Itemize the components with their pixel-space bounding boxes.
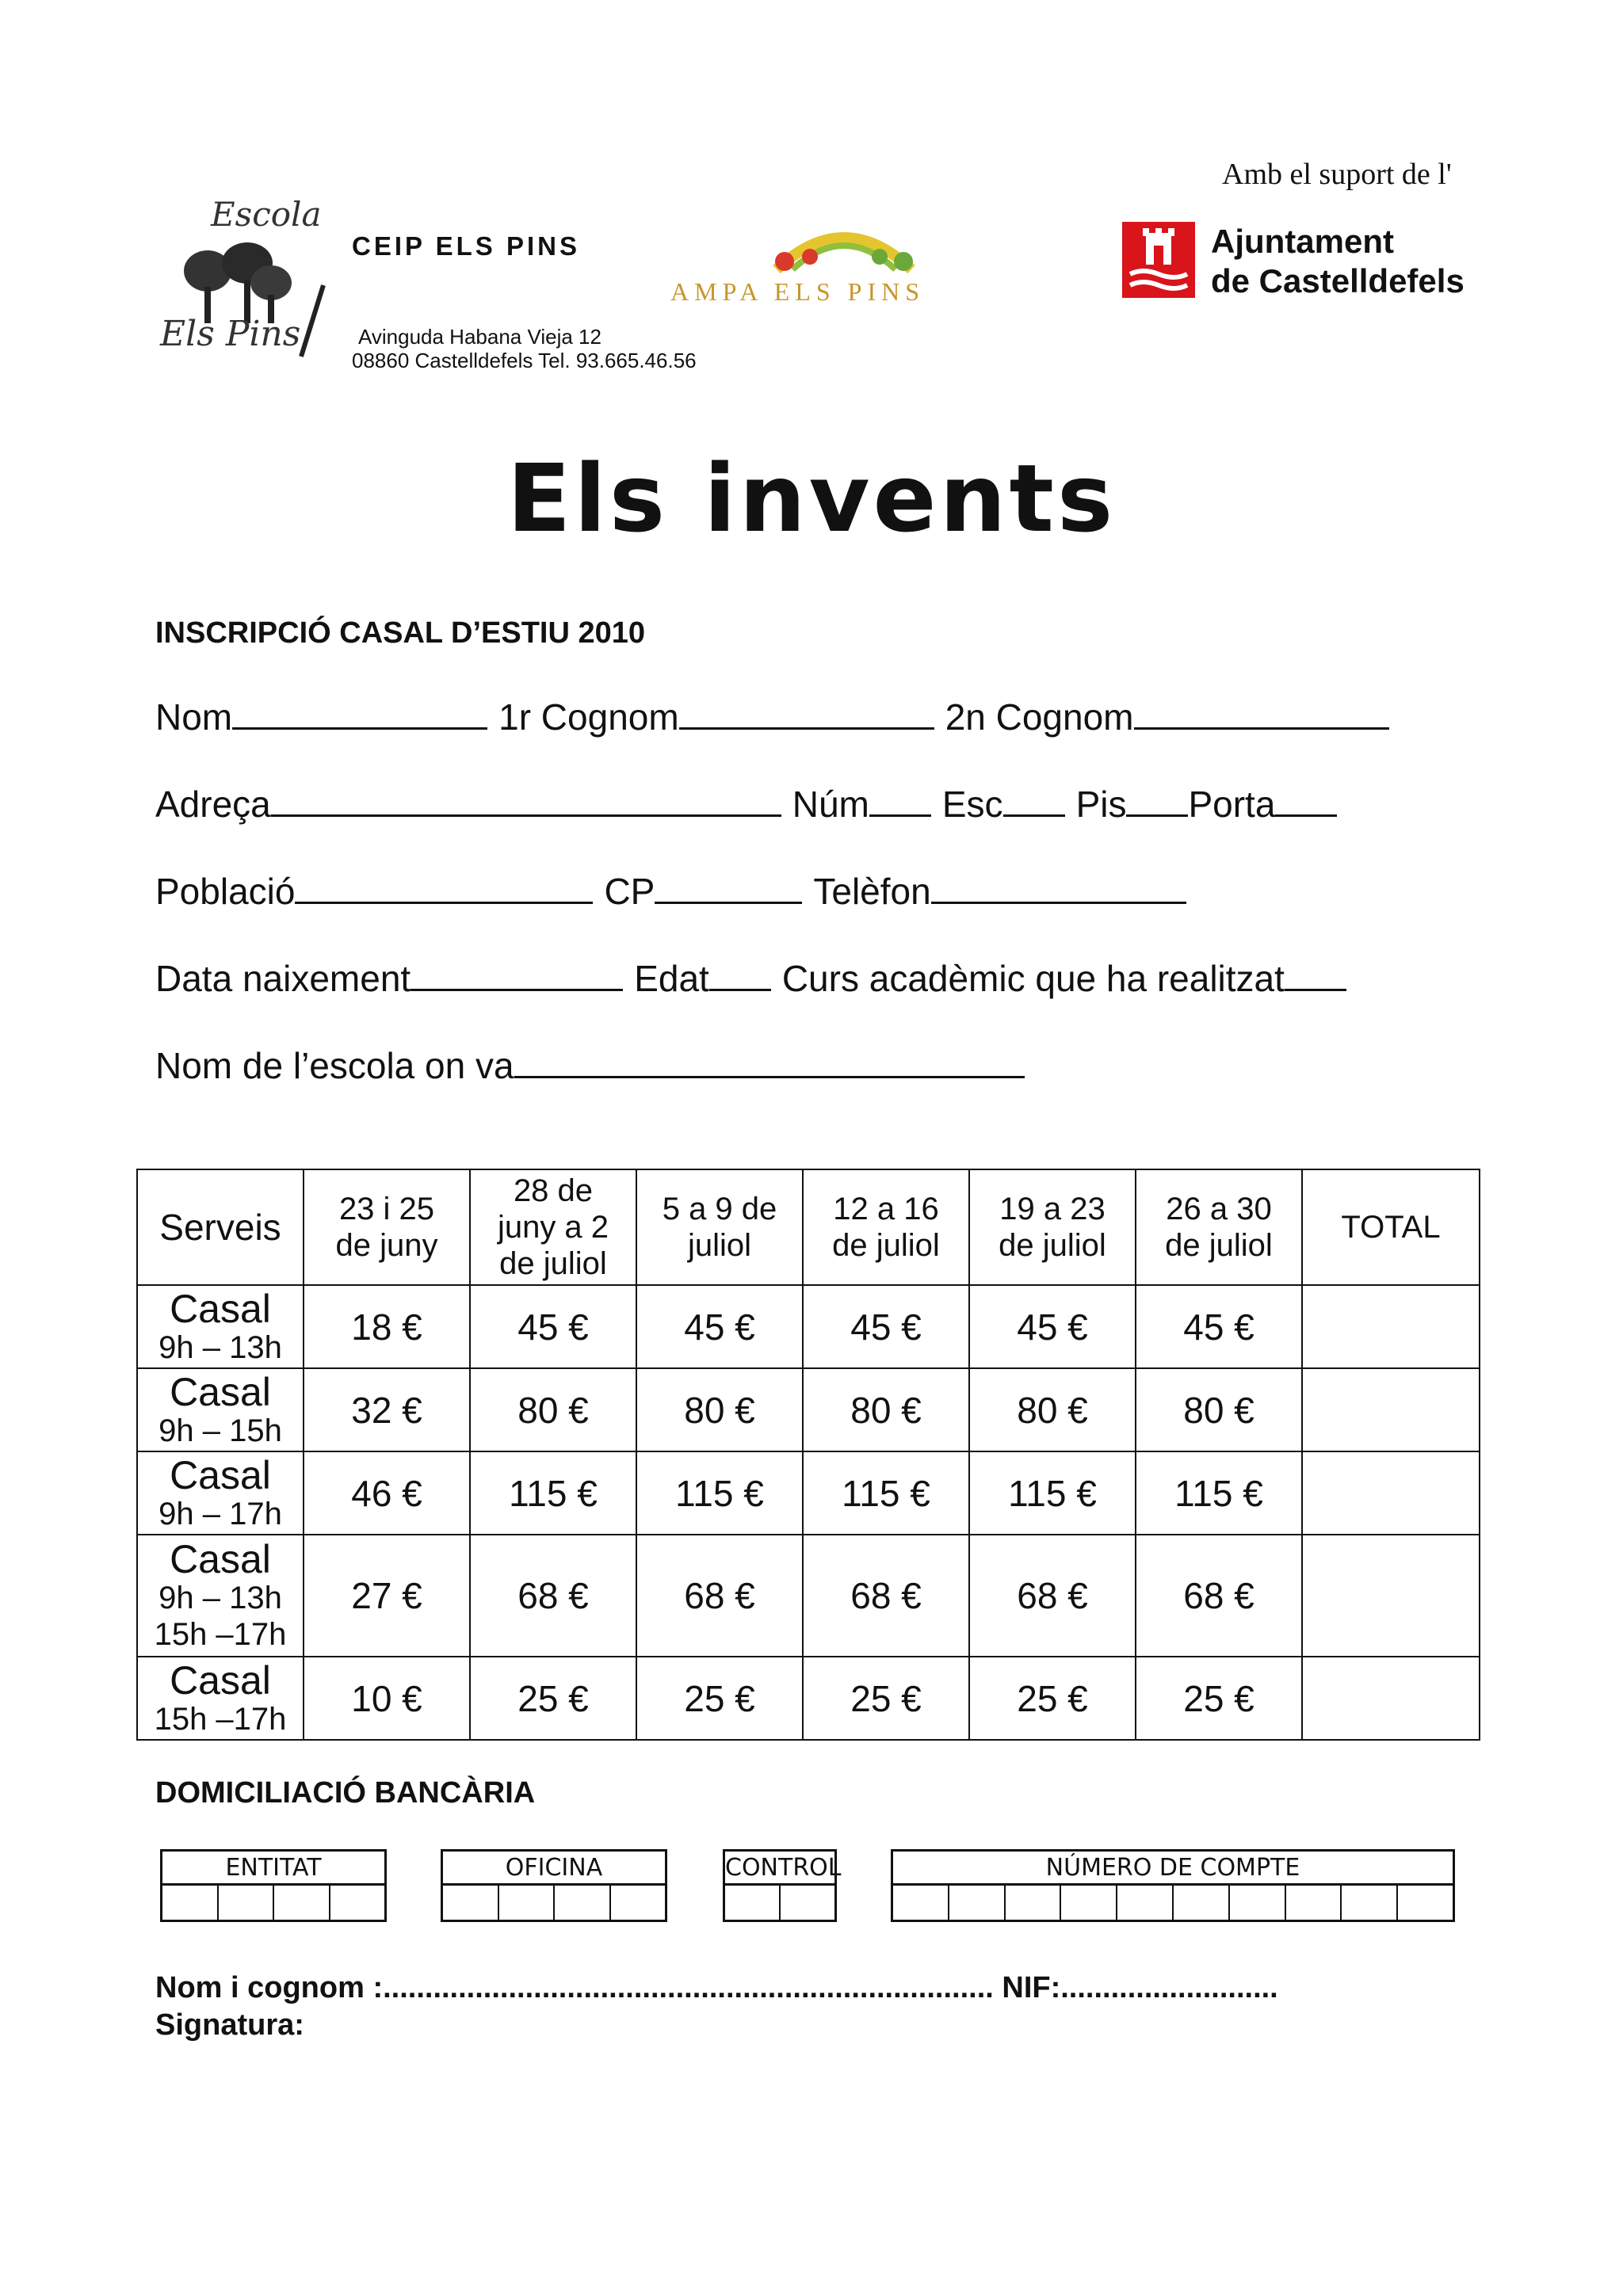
esc-field[interactable] [1003, 784, 1065, 817]
price-cell: 45 € [969, 1285, 1136, 1368]
control-digit[interactable] [781, 1886, 834, 1922]
table-header-row [137, 1169, 1480, 1285]
compte-digit[interactable] [893, 1886, 949, 1922]
price-cell: 80 € [470, 1368, 636, 1451]
support-text: Amb el suport de l' [1222, 158, 1452, 191]
bank-heading: DOMICILIACIÓ BANCÀRIA [155, 1776, 536, 1810]
service-hours: 15h –17h [154, 1701, 287, 1737]
ajuntament-line-1: Ajuntament [1211, 223, 1394, 260]
entitat-digit[interactable] [330, 1886, 385, 1922]
oficina-digit[interactable] [555, 1886, 611, 1922]
num-field[interactable] [869, 784, 931, 817]
ajuntament-logo [1122, 222, 1471, 309]
price-cell: 18 € [304, 1285, 470, 1368]
table-row [137, 1285, 1480, 1368]
pencil-icon [296, 282, 328, 361]
price-cell: 25 € [636, 1657, 803, 1740]
address-line-2: 08860 Castelldefels Tel. 93.665.46.56 [352, 349, 697, 372]
poblacio-field[interactable] [295, 871, 593, 904]
service-name: Casal [170, 1369, 271, 1414]
oficina-label: OFICINA [443, 1852, 665, 1886]
ampa-logo-text: AMPA ELS PINS [670, 277, 926, 306]
price-cell: 68 € [636, 1535, 803, 1657]
table-row [137, 1451, 1480, 1535]
header-week-6-text: 26 a 30 de juliol [1165, 1192, 1273, 1263]
compte-digit[interactable] [1006, 1886, 1062, 1922]
price-cell: 25 € [803, 1657, 969, 1740]
service-cell [137, 1368, 304, 1451]
oficina-box [441, 1849, 667, 1922]
ajuntament-line-2: de Castelldefels [1211, 262, 1465, 299]
service-hours: 9h – 15h [158, 1413, 282, 1448]
compte-digit[interactable] [1117, 1886, 1174, 1922]
poblacio-label: Població [155, 871, 296, 912]
rainbow-hands-icon [761, 214, 927, 277]
price-cell: 32 € [304, 1368, 470, 1451]
form-row-address [155, 783, 1348, 826]
price-cell: 68 € [470, 1535, 636, 1657]
curs-field[interactable] [1285, 959, 1346, 991]
service-name: Casal [170, 1452, 271, 1497]
header-total: TOTAL [1302, 1169, 1480, 1285]
service-name: Casal [170, 1537, 271, 1581]
total-cell[interactable] [1302, 1451, 1480, 1535]
service-hours: 15h –17h [154, 1617, 287, 1652]
compte-digit[interactable] [949, 1886, 1006, 1922]
control-digit[interactable] [725, 1886, 781, 1922]
data-naixement-field[interactable] [411, 959, 623, 991]
school-logo-word-elspins: Els Pins [160, 314, 301, 354]
control-label: CONTROL [725, 1852, 834, 1886]
price-cell: 115 € [1136, 1451, 1302, 1535]
school-name: CEIP ELS PINS [352, 231, 580, 261]
school-logo [155, 187, 330, 364]
header-week-2 [470, 1169, 636, 1285]
total-cell[interactable] [1302, 1285, 1480, 1368]
oficina-digit[interactable] [443, 1886, 499, 1922]
compte-digit[interactable] [1174, 1886, 1230, 1922]
price-cell: 25 € [1136, 1657, 1302, 1740]
numero-compte-label: NÚMERO DE COMPTE [893, 1852, 1453, 1886]
price-cell: 45 € [470, 1285, 636, 1368]
header-serveis: Serveis [137, 1169, 304, 1285]
ampa-logo [666, 214, 983, 309]
price-cell: 45 € [1136, 1285, 1302, 1368]
form-row-school [155, 1044, 1036, 1087]
address-line-1: Avinguda Habana Vieja 12 [358, 325, 601, 349]
service-hours: 9h – 13h [158, 1581, 282, 1615]
compte-digit[interactable] [1398, 1886, 1453, 1922]
price-cell: 115 € [636, 1451, 803, 1535]
cognom2-label: 2n Cognom [945, 696, 1134, 738]
nom-field[interactable] [232, 697, 487, 730]
price-cell: 115 € [803, 1451, 969, 1535]
school-logo-word-escola: Escola [211, 195, 322, 234]
form-row-birth [155, 957, 1358, 1000]
price-cell: 45 € [803, 1285, 969, 1368]
price-cell: 115 € [969, 1451, 1136, 1535]
price-cell: 80 € [1136, 1368, 1302, 1451]
header-week-4 [803, 1169, 969, 1285]
nom-cognom-field[interactable]: Nom i cognom :......................................................................... [155, 1971, 994, 2004]
signature-block [155, 1970, 1278, 2044]
entitat-digit[interactable] [274, 1886, 330, 1922]
form-row-name [155, 696, 1400, 738]
telefon-label: Telèfon [813, 871, 931, 912]
form-row-city [155, 870, 1197, 913]
price-cell: 80 € [803, 1368, 969, 1451]
data-naixement-label: Data naixement [155, 958, 411, 999]
header-week-5-text: 19 a 23 de juliol [999, 1192, 1106, 1263]
page-title: Els invents [506, 444, 1117, 553]
price-cell: 115 € [470, 1451, 636, 1535]
entitat-box [160, 1849, 387, 1922]
entitat-digit[interactable] [162, 1886, 219, 1922]
escola-field[interactable] [514, 1046, 1025, 1078]
service-name: Casal [170, 1286, 271, 1331]
header-week-6 [1136, 1169, 1302, 1285]
total-cell[interactable] [1302, 1535, 1480, 1657]
compte-digit[interactable] [1286, 1886, 1342, 1922]
signatura-label: Signatura: [155, 2008, 304, 2042]
compte-digit[interactable] [1230, 1886, 1286, 1922]
cognom1-label: 1r Cognom [498, 696, 679, 738]
service-cell [137, 1451, 304, 1535]
entitat-digit[interactable] [219, 1886, 275, 1922]
price-table [136, 1169, 1480, 1741]
oficina-digit[interactable] [499, 1886, 556, 1922]
entitat-label: ENTITAT [162, 1852, 384, 1886]
compte-digit[interactable] [1342, 1886, 1398, 1922]
cognom2-field[interactable] [1134, 697, 1389, 730]
service-cell [137, 1285, 304, 1368]
service-hours: 9h – 17h [158, 1496, 282, 1531]
ajuntament-text [1211, 222, 1465, 301]
price-cell: 68 € [1136, 1535, 1302, 1657]
service-cell [137, 1657, 304, 1740]
telefon-field[interactable] [931, 871, 1186, 904]
control-box [723, 1849, 842, 1922]
total-cell[interactable] [1302, 1657, 1480, 1740]
porta-label: Porta [1188, 784, 1276, 825]
price-cell: 45 € [636, 1285, 803, 1368]
adreca-label: Adreça [155, 784, 271, 825]
price-cell: 80 € [636, 1368, 803, 1451]
header-week-4-text: 12 a 16 de juliol [832, 1192, 940, 1263]
nom-label: Nom [155, 696, 233, 738]
school-address [352, 325, 697, 372]
edat-field[interactable] [709, 959, 771, 991]
edat-label: Edat [634, 958, 709, 999]
cp-field[interactable] [655, 871, 802, 904]
cognom1-field[interactable] [679, 697, 934, 730]
num-label: Núm [792, 784, 869, 825]
compte-digit[interactable] [1061, 1886, 1117, 1922]
table-row [137, 1535, 1480, 1657]
price-cell: 25 € [969, 1657, 1136, 1740]
cp-label: CP [604, 871, 655, 912]
pis-field[interactable] [1126, 784, 1188, 817]
service-name: Casal [170, 1657, 271, 1703]
service-cell [137, 1535, 304, 1657]
price-cell: 27 € [304, 1535, 470, 1657]
service-hours: 9h – 13h [158, 1329, 282, 1365]
table-row [137, 1368, 1480, 1451]
price-cell: 68 € [803, 1535, 969, 1657]
header-week-2-text: 28 de juny a 2 de juliol [497, 1173, 609, 1281]
curs-label: Curs acadèmic que ha realitzat [781, 958, 1285, 999]
esc-label: Esc [941, 784, 1003, 825]
total-cell[interactable] [1302, 1368, 1480, 1451]
pis-label: Pis [1075, 784, 1127, 825]
table-row [137, 1657, 1480, 1740]
header-week-1 [304, 1169, 470, 1285]
escola-label: Nom de l’escola on va [155, 1045, 514, 1086]
header-week-3-text: 5 a 9 de juliol [662, 1192, 777, 1263]
header-week-3 [636, 1169, 803, 1285]
price-cell: 10 € [304, 1657, 470, 1740]
price-cell: 46 € [304, 1451, 470, 1535]
nif-field[interactable]: NIF:.......................... [1002, 1971, 1278, 2004]
price-cell: 68 € [969, 1535, 1136, 1657]
price-cell: 25 € [470, 1657, 636, 1740]
porta-field[interactable] [1275, 784, 1337, 817]
castle-emblem-icon [1122, 222, 1195, 298]
price-cell: 80 € [969, 1368, 1136, 1451]
name-nif-line [155, 1970, 1278, 2007]
header-week-1-text: 23 i 25 de juny [335, 1192, 438, 1263]
numero-compte-box [891, 1849, 1455, 1922]
oficina-digit[interactable] [611, 1886, 666, 1922]
adreca-field[interactable] [271, 784, 781, 817]
header-week-5 [969, 1169, 1136, 1285]
form-heading: INSCRIPCIÓ CASAL D’ESTIU 2010 [155, 616, 646, 650]
